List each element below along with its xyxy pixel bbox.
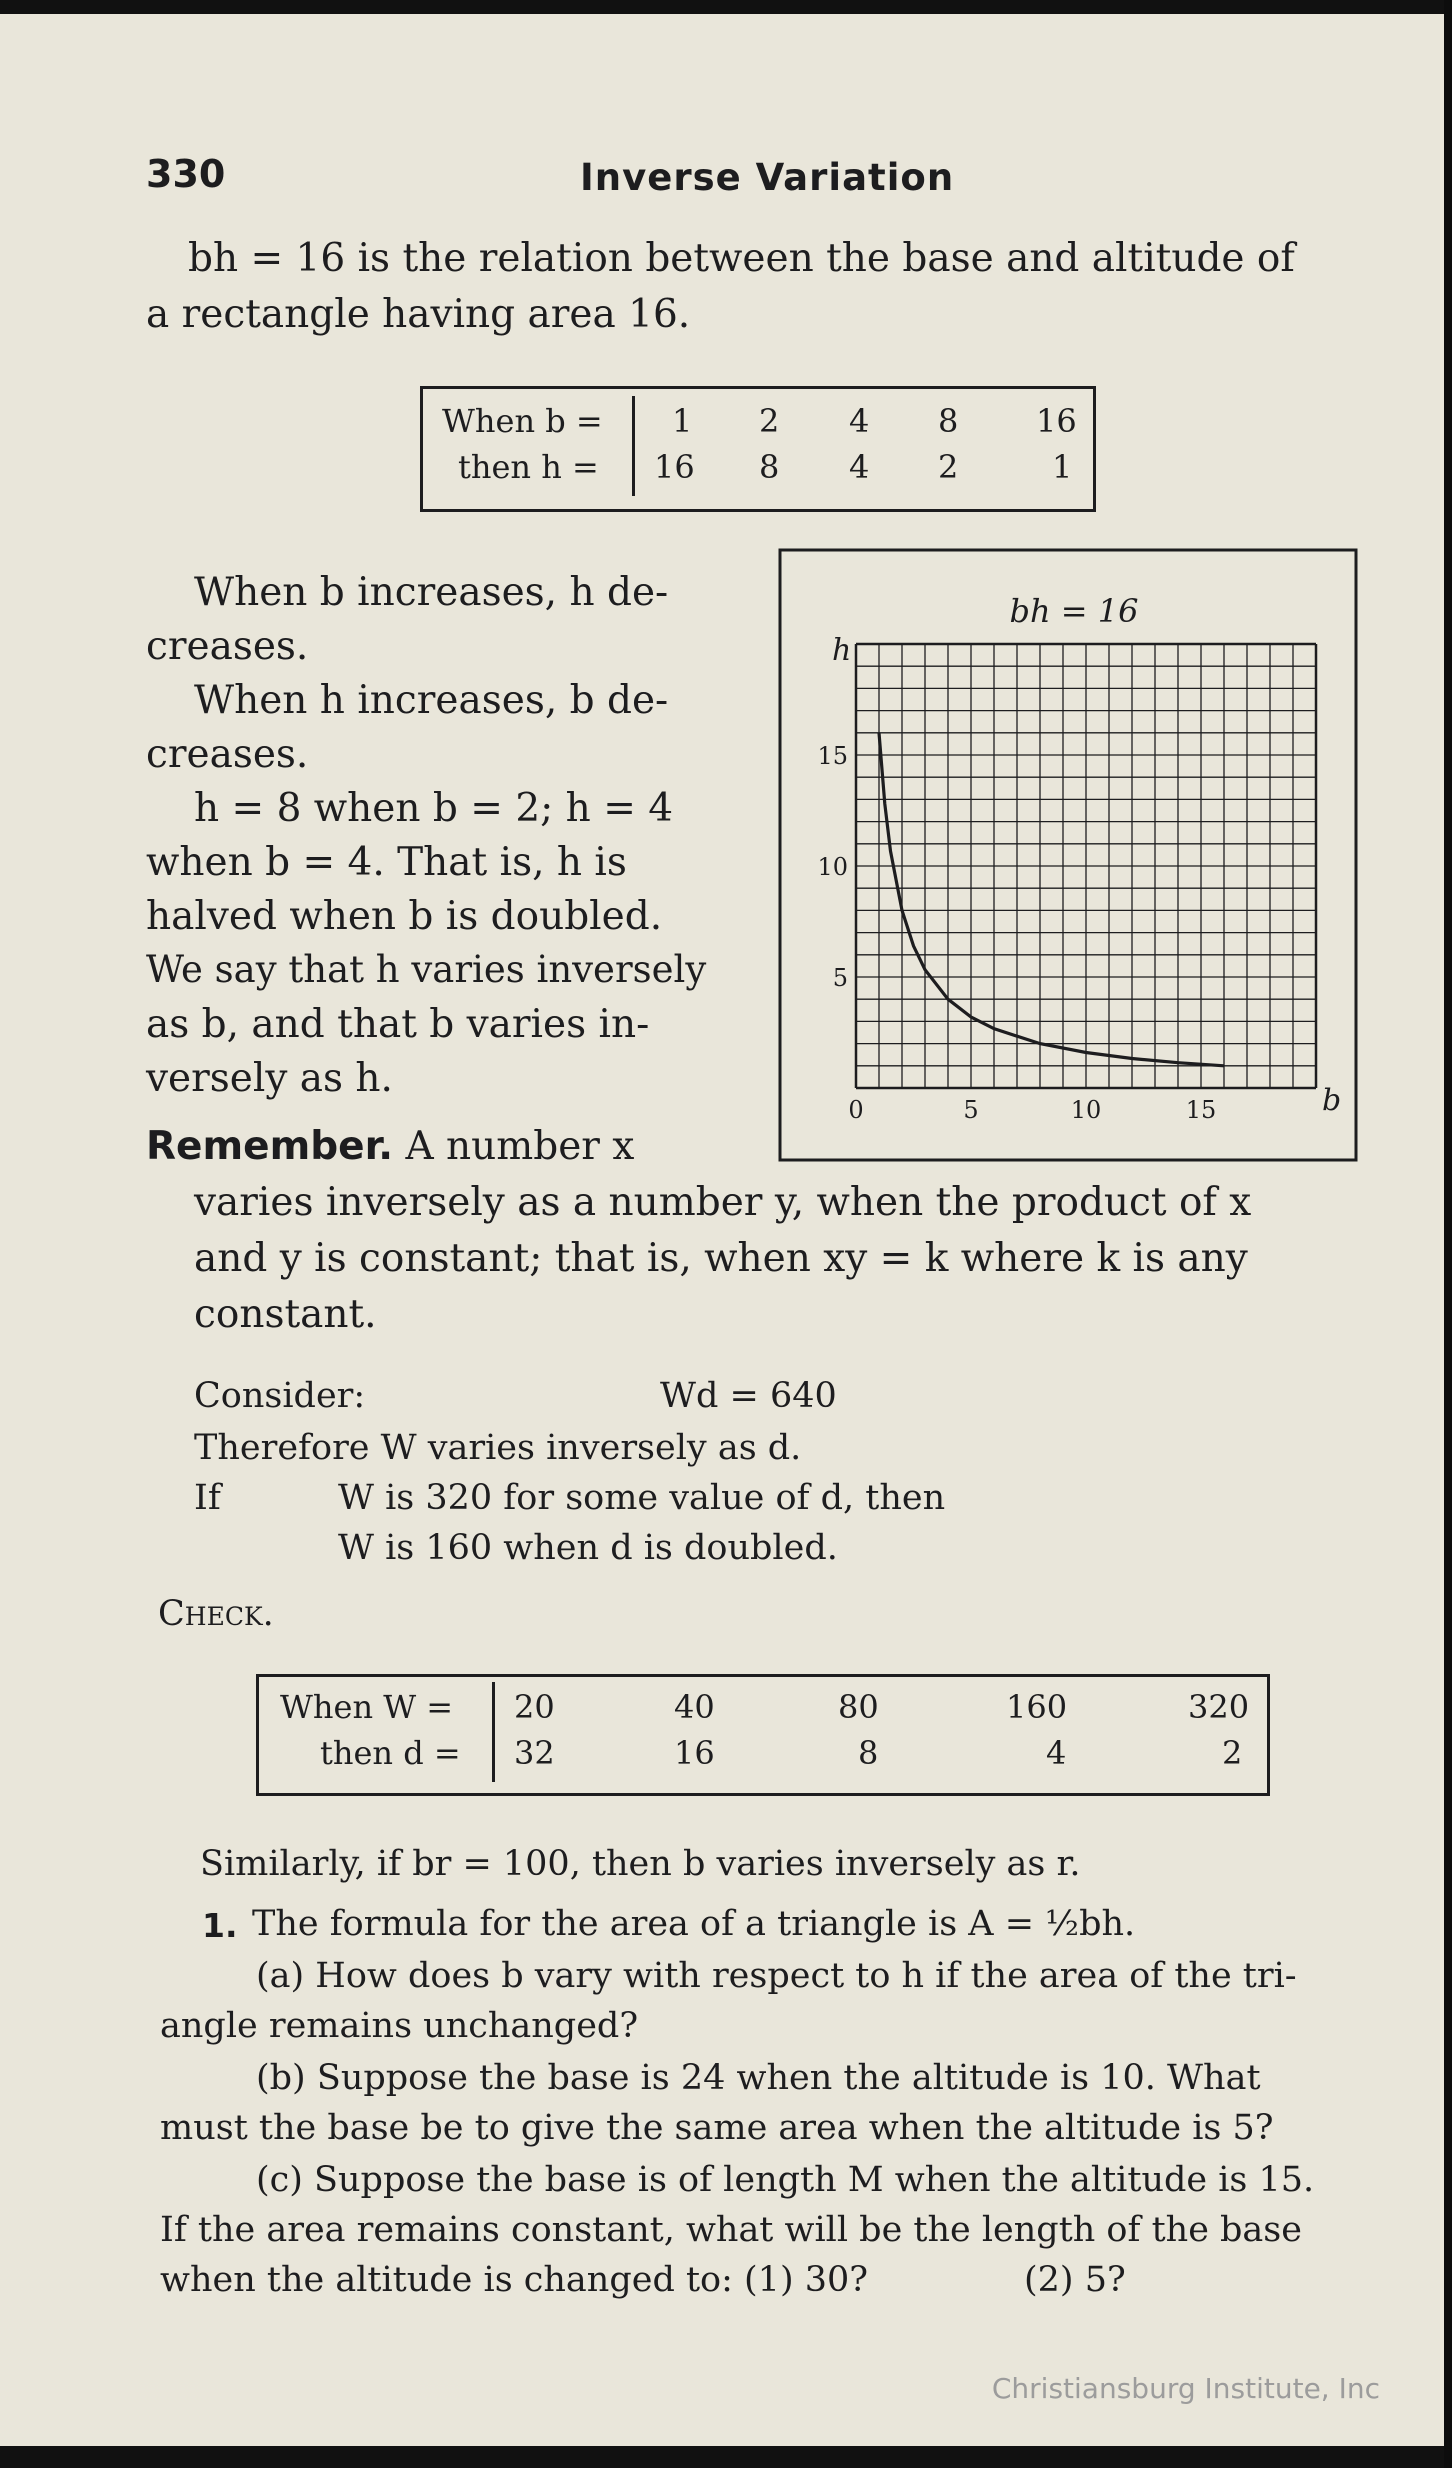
y-tick-label: 15 (817, 742, 848, 770)
table-b-h-row2-label: then h = (458, 448, 599, 486)
table-b-h-divider (632, 396, 635, 496)
left-text-line: creases. (146, 732, 309, 777)
inverse-variation-graph (778, 548, 1358, 1162)
table-d-value: 4 (1046, 1734, 1067, 1772)
table-d-value: 32 (514, 1734, 555, 1772)
series-line-bh-16 (879, 733, 1224, 1066)
graph-grid (856, 644, 1316, 1088)
x-tick-label: 15 (1185, 1096, 1217, 1124)
table-b-value: 2 (759, 402, 780, 440)
left-text-line: When h increases, b de- (194, 678, 669, 723)
remember-line-1 (146, 1124, 634, 1169)
book-page (0, 14, 1446, 2446)
table-d-value: 16 (674, 1734, 715, 1772)
problem-number: 1. (202, 1906, 238, 1945)
left-text-line: We say that h varies inversely (146, 948, 707, 991)
intro-line-2: a rectangle having area 16. (146, 292, 691, 337)
table-h-value: 16 (654, 448, 695, 486)
x-tick-label: 0 (848, 1096, 864, 1124)
page-title: Inverse Variation (580, 156, 955, 199)
consider-line-2: Therefore W varies inversely as d. (194, 1428, 802, 1468)
table-w-d-row2-label: then d = (320, 1734, 461, 1772)
left-text-line: creases. (146, 624, 309, 669)
table-d-value: 8 (858, 1734, 879, 1772)
problem-a-line-2: angle remains unchanged? (160, 2006, 639, 2046)
x-tick-label: 10 (1070, 1096, 1102, 1124)
table-w-value: 160 (1006, 1688, 1068, 1726)
table-w-d-divider (492, 1682, 495, 1782)
remember-line-1-rest: A number x (405, 1124, 635, 1169)
problem-c-line-2: If the area remains constant, what will be the length of the base (160, 2210, 1302, 2250)
left-text-line: When b increases, h de- (194, 570, 669, 615)
graph-title: bh = 16 (1009, 592, 1139, 630)
table-w-value: 20 (514, 1688, 555, 1726)
left-text-line: when b = 4. That is, h is (146, 840, 627, 885)
table-h-value: 4 (849, 448, 870, 486)
similarly-text: Similarly, if br = 100, then b varies inversely as r. (200, 1844, 1081, 1884)
table-d-value: 2 (1222, 1734, 1243, 1772)
page-number: 330 (146, 152, 226, 196)
table-h-value: 2 (938, 448, 959, 486)
problem-intro: The formula for the area of a triangle is A = ½bh. (252, 1904, 1136, 1944)
table-w-d-row1-label: When W = (280, 1688, 454, 1726)
problem-b-line-2: must the base be to give the same area when the altitude is 5? (160, 2108, 1274, 2148)
table-b-value: 8 (938, 402, 959, 440)
page-edge-shadow (1444, 0, 1452, 2468)
table-b-value: 4 (849, 402, 870, 440)
consider-label: Consider: (194, 1376, 366, 1416)
table-w-value: 40 (674, 1688, 715, 1726)
table-b-value: 1 (672, 402, 693, 440)
left-text-line: halved when b is doubled. (146, 894, 663, 939)
table-b-value: 16 (1036, 402, 1077, 440)
problem-c-line-3: when the altitude is changed to: (1) 30? (160, 2260, 869, 2300)
table-h-value: 1 (1052, 448, 1073, 486)
remember-line-4: constant. (194, 1292, 377, 1337)
consider-line-4: W is 160 when d is doubled. (338, 1528, 838, 1568)
y-tick-label: 5 (832, 964, 848, 992)
consider-line-3: W is 320 for some value of d, then (338, 1478, 946, 1518)
problem-a-line-1: (a) How does b vary with respect to h if the area of the tri- (256, 1956, 1297, 1996)
left-text-line: versely as h. (146, 1056, 393, 1101)
problem-c-line-3-option-2: (2) 5? (1024, 2260, 1126, 2300)
check-label: Check. (158, 1594, 274, 1634)
left-text-line: h = 8 when b = 2; h = 4 (194, 786, 674, 831)
table-b-h-row1-label: When b = (442, 402, 603, 440)
y-axis-label: h (832, 633, 852, 668)
x-tick-label: 5 (963, 1096, 979, 1124)
problem-b-line-1: (b) Suppose the base is 24 when the altitude is 10. What (256, 2058, 1261, 2098)
table-w-value: 320 (1188, 1688, 1250, 1726)
table-h-value: 8 (759, 448, 780, 486)
problem-c-line-1: (c) Suppose the base is of length M when the altitude is 15. (256, 2160, 1315, 2200)
table-w-value: 80 (838, 1688, 879, 1726)
intro-line-1: bh = 16 is the relation between the base and altitude of (188, 236, 1295, 281)
watermark: Christiansburg Institute, Inc (991, 2372, 1380, 2405)
consider-formula: Wd = 640 (660, 1376, 837, 1416)
consider-if-label: If (194, 1478, 221, 1518)
y-tick-label: 10 (817, 853, 848, 881)
x-axis-label: b (1322, 1083, 1342, 1118)
left-text-line: as b, and that b varies in- (146, 1002, 650, 1047)
remember-line-3: and y is constant; that is, when xy = k where k is any (194, 1236, 1248, 1281)
remember-label: Remember. (146, 1124, 394, 1169)
remember-line-2: varies inversely as a number y, when the product of x (194, 1180, 1252, 1225)
